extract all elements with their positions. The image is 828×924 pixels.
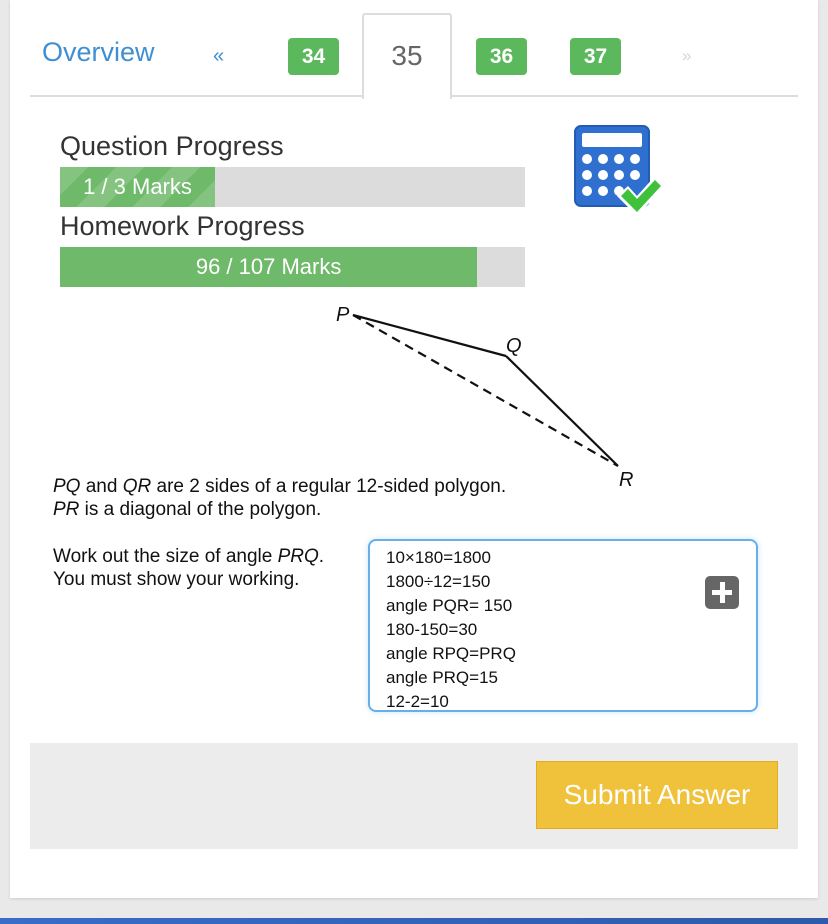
text-fragment: is a diagonal of the polygon. bbox=[79, 499, 322, 520]
question-statement-line-2 bbox=[53, 498, 321, 521]
tab-question-34[interactable]: 34 bbox=[288, 38, 339, 75]
question-task-line-2: You must show your working. bbox=[53, 569, 300, 590]
calculator-allowed-icon bbox=[573, 124, 665, 220]
homework-progress-text: 96 / 107 Marks bbox=[195, 254, 342, 279]
point-label-p: P bbox=[336, 304, 350, 326]
question-pagination-tabs bbox=[30, 0, 798, 97]
text-fragment: Work out the size of angle bbox=[53, 546, 278, 567]
submit-footer bbox=[30, 743, 798, 849]
homework-progress-label: Homework Progress bbox=[60, 211, 305, 241]
question-statement-line-1 bbox=[53, 475, 506, 498]
text-fragment: are 2 sides of a regular 12-sided polygon. bbox=[151, 476, 507, 497]
tab-question-35-active[interactable]: 35 bbox=[362, 13, 452, 99]
segment-pr-label: PR bbox=[53, 499, 80, 520]
tab-question-37[interactable]: 37 bbox=[570, 38, 621, 75]
diagonal-pr bbox=[353, 315, 618, 466]
point-label-r: R bbox=[619, 469, 634, 491]
point-label-q: Q bbox=[506, 335, 522, 357]
answer-line: 10×180=1800 bbox=[386, 548, 491, 567]
homework-card bbox=[10, 0, 818, 898]
answer-line: angle RPQ=PRQ bbox=[386, 644, 516, 663]
tab-previous[interactable]: « bbox=[213, 45, 225, 67]
question-task-line-1 bbox=[53, 545, 324, 568]
question-progress-bar bbox=[60, 167, 525, 207]
homework-progress-bar bbox=[60, 247, 525, 287]
text-fragment: and bbox=[80, 476, 123, 497]
text-fragment: . bbox=[318, 546, 325, 567]
angle-prq-label: PRQ bbox=[277, 546, 319, 567]
plus-square-icon[interactable] bbox=[705, 576, 739, 609]
tab-question-36[interactable]: 36 bbox=[476, 38, 527, 75]
answer-line: 180-150=30 bbox=[386, 620, 478, 639]
answer-line: 12-2=10 bbox=[386, 692, 449, 711]
question-progress-text: 1 / 3 Marks bbox=[83, 174, 192, 199]
side-pq bbox=[353, 315, 506, 356]
tab-overview[interactable]: Overview bbox=[42, 37, 155, 67]
segment-pq-label: PQ bbox=[53, 476, 81, 497]
answer-line: 1800÷12=150 bbox=[386, 572, 491, 591]
segment-qr-label: QR bbox=[122, 476, 152, 497]
answer-line: angle PRQ=15 bbox=[386, 668, 498, 687]
question-progress-label: Question Progress bbox=[60, 131, 284, 161]
submit-answer-button[interactable]: Submit Answer bbox=[536, 761, 778, 829]
answer-line: angle PQR= 150 bbox=[386, 596, 513, 615]
bottom-accent-bar bbox=[0, 918, 828, 924]
polygon-diagram bbox=[310, 300, 650, 495]
answer-textarea[interactable] bbox=[368, 539, 758, 712]
tab-next[interactable]: » bbox=[682, 46, 692, 65]
